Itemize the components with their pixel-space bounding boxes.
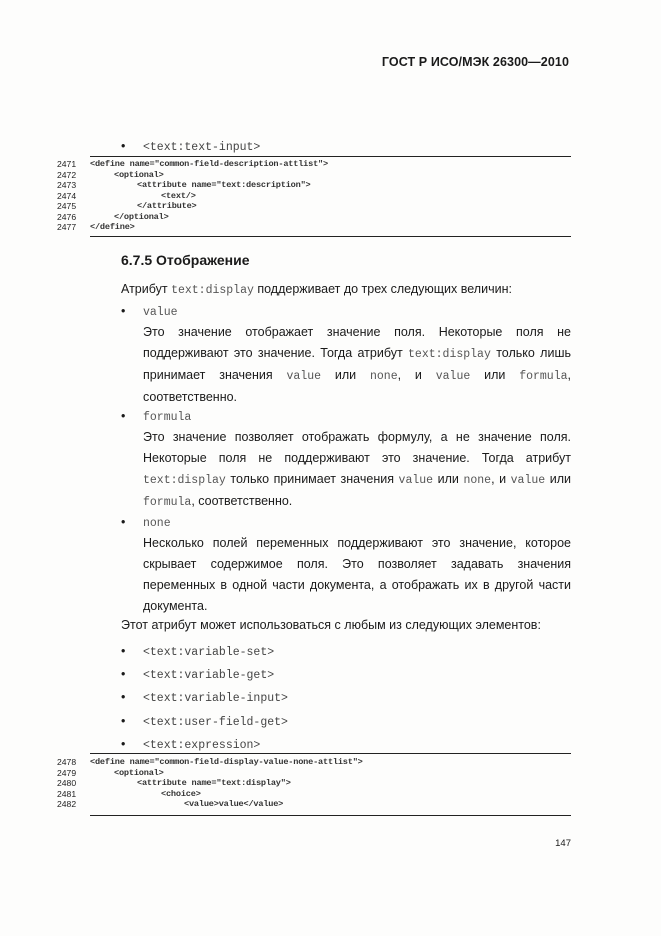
line-number: 2473 bbox=[57, 180, 77, 190]
code-line bbox=[57, 191, 571, 202]
line-number: 2479 bbox=[57, 767, 77, 778]
code-text: <text/> bbox=[161, 190, 196, 201]
line-number: 2477 bbox=[57, 222, 77, 232]
code-term: formula bbox=[143, 496, 192, 509]
element-name: <text:variable-set> bbox=[143, 646, 275, 659]
element-name: <text:expression> bbox=[143, 739, 261, 752]
text-line: Несколько полей переменных поддерживают это значение, которое bbox=[143, 536, 571, 550]
code-rule-top bbox=[90, 753, 571, 754]
section-heading: 6.7.5 Отображение bbox=[121, 252, 250, 268]
value-name: formula bbox=[143, 411, 192, 424]
element-name: <text:text-input> bbox=[143, 141, 261, 154]
code-term: text:display bbox=[408, 348, 491, 361]
text: поддерживает до трех следующих величин: bbox=[253, 282, 512, 296]
code-line bbox=[57, 789, 571, 800]
text-line: принимает значения value или none, и value или formula, bbox=[143, 368, 571, 383]
list-item bbox=[121, 689, 288, 707]
list-item bbox=[121, 666, 274, 684]
code-text: <choice> bbox=[161, 788, 201, 799]
code-line bbox=[57, 170, 571, 181]
code-text: <optional> bbox=[114, 767, 164, 778]
code-line bbox=[57, 201, 571, 212]
bullet: • bbox=[121, 644, 126, 658]
code-line bbox=[57, 222, 571, 233]
code-rule-bottom bbox=[90, 815, 571, 816]
value-description bbox=[143, 322, 571, 408]
code-line bbox=[57, 159, 571, 170]
code-line bbox=[57, 757, 571, 768]
list-item bbox=[121, 713, 288, 731]
none-description bbox=[143, 533, 571, 617]
line-number: 2472 bbox=[57, 169, 77, 180]
line-number: 2481 bbox=[57, 788, 77, 799]
bullet: • bbox=[121, 139, 126, 153]
line-number: 2480 bbox=[57, 778, 77, 788]
code-term: text:display bbox=[171, 284, 254, 297]
text-line: поддерживают это значение. Тогда атрибут text:display только лишь bbox=[143, 346, 571, 361]
code-text: </optional> bbox=[114, 211, 169, 222]
page-number: 147 bbox=[555, 838, 571, 849]
code-line bbox=[57, 768, 571, 779]
intro-paragraph bbox=[121, 279, 571, 301]
list-item-formula bbox=[121, 408, 191, 426]
bullet: • bbox=[121, 409, 126, 423]
value-name: value bbox=[143, 306, 178, 319]
list-item bbox=[121, 736, 260, 754]
code-text: <define name="common-field-display-value-none-attlist"> bbox=[90, 757, 363, 767]
text-line: соответственно. bbox=[143, 390, 238, 404]
bullet: • bbox=[121, 304, 126, 318]
text-line: Это значение отображает значение поля. Некоторые поля не bbox=[143, 325, 571, 339]
code-term: value bbox=[286, 370, 322, 383]
bullet: • bbox=[121, 515, 126, 529]
value-name: none bbox=[143, 517, 171, 530]
code-text: <define name="common-field-description-attlist"> bbox=[90, 159, 328, 169]
list-item-value bbox=[121, 303, 178, 321]
line-number: 2482 bbox=[57, 799, 77, 809]
code-text: <optional> bbox=[114, 169, 164, 180]
code-term: value bbox=[435, 370, 471, 383]
code-text: <attribute name="text:display"> bbox=[137, 778, 291, 788]
element-name: <text:user-field-get> bbox=[143, 716, 288, 729]
element-name: <text:variable-get> bbox=[143, 669, 275, 682]
code-text: </attribute> bbox=[137, 201, 197, 211]
text-line: Это значение позволяет отображать формулу, а не значение поля. bbox=[143, 430, 571, 444]
text-line: переменных в одной части документа, а отображать их в другой части bbox=[143, 578, 571, 592]
text-line: formula, соответственно. bbox=[143, 494, 293, 509]
line-number: 2474 bbox=[57, 190, 77, 201]
line-number: 2475 bbox=[57, 201, 77, 211]
text-line: документа. bbox=[143, 599, 208, 613]
code-line bbox=[57, 778, 571, 789]
elements-intro: Этот атрибут может использоваться с любым из следующих элементов: bbox=[121, 618, 541, 632]
line-number: 2471 bbox=[57, 159, 77, 169]
code-rule-top bbox=[90, 156, 571, 157]
line-number: 2476 bbox=[57, 211, 77, 222]
code-line bbox=[57, 212, 571, 223]
list-item bbox=[121, 138, 260, 156]
code-line bbox=[57, 180, 571, 191]
code-term: formula bbox=[519, 370, 568, 383]
list-item bbox=[121, 643, 274, 661]
bullet: • bbox=[121, 714, 126, 728]
text-line: скрывает содержимое поля. Это позволяет задавать значения bbox=[143, 557, 571, 571]
code-rule-bottom bbox=[90, 236, 571, 237]
code-text: <value>value</value> bbox=[184, 799, 284, 809]
text: Атрибут bbox=[121, 282, 172, 296]
code-block bbox=[57, 159, 571, 233]
line-number: 2478 bbox=[57, 757, 77, 767]
bullet: • bbox=[121, 690, 126, 704]
bullet: • bbox=[121, 737, 126, 751]
code-text: <attribute name="text:description"> bbox=[137, 180, 311, 190]
document-header: ГОСТ Р ИСО/МЭК 26300—2010 bbox=[381, 55, 569, 69]
text-line: text:display только принимает значения value или none, и value или bbox=[143, 472, 571, 487]
code-text: </define> bbox=[90, 222, 135, 232]
code-block bbox=[57, 757, 571, 810]
list-item-none bbox=[121, 514, 171, 532]
code-line bbox=[57, 799, 571, 810]
bullet: • bbox=[121, 667, 126, 681]
code-term: value bbox=[510, 474, 546, 487]
code-term: none bbox=[463, 474, 492, 487]
formula-description bbox=[143, 427, 571, 513]
text-line: Некоторые поля не поддерживают это значение. Тогда атрибут bbox=[143, 451, 571, 465]
code-term: none bbox=[369, 370, 398, 383]
code-term: value bbox=[398, 474, 434, 487]
element-name: <text:variable-input> bbox=[143, 692, 288, 705]
code-term: text:display bbox=[143, 474, 226, 487]
